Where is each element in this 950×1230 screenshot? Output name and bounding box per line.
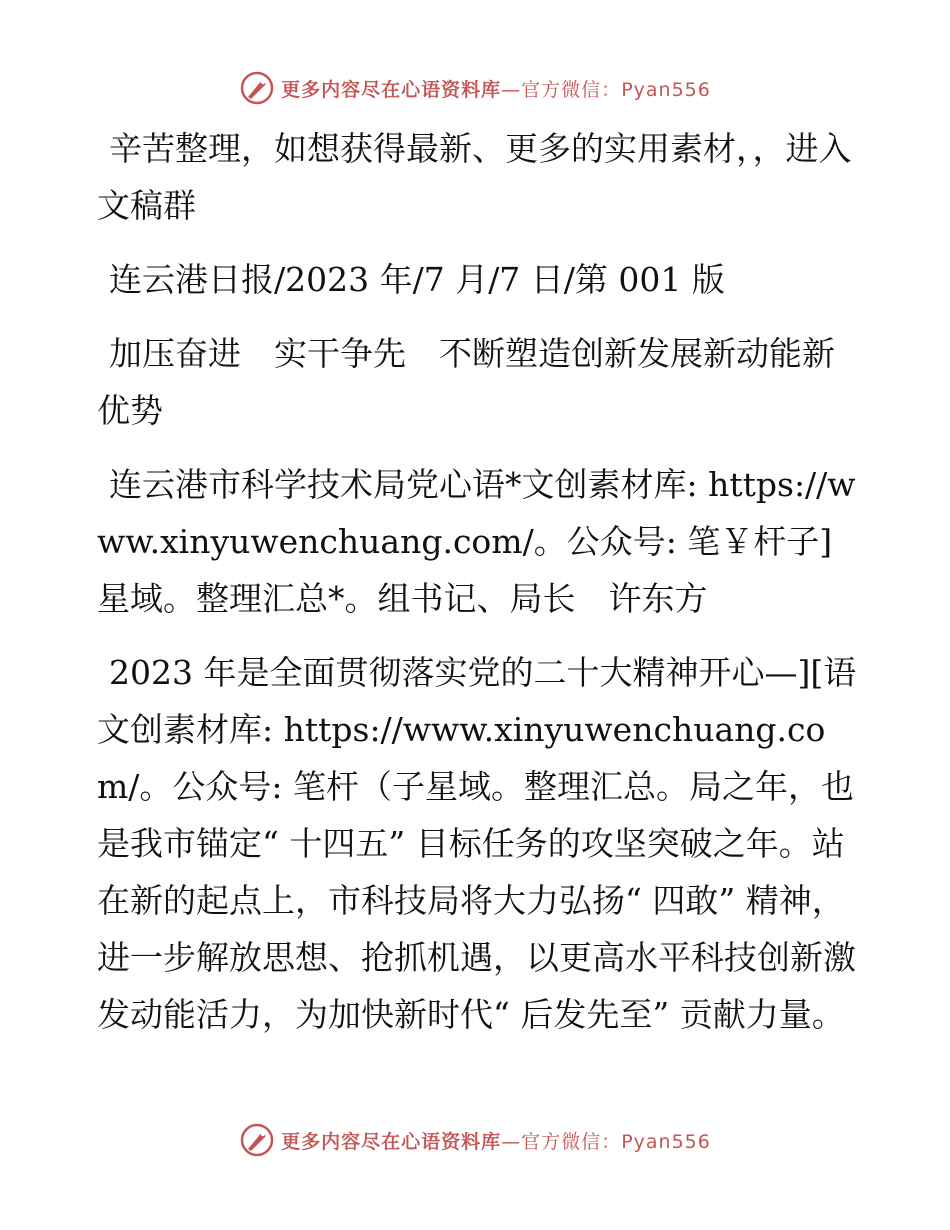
paragraph-headline: 加压奋进 实干争先 不断塑造创新发展新动能新优势	[97, 334, 835, 430]
pen-nib-logo-icon	[239, 1122, 275, 1158]
paragraph-source: 连云港日报/2023 年/7 月/7 日/第 001 版	[109, 260, 725, 299]
banner-label: 官方微信：	[521, 78, 622, 101]
paragraph-intro: 辛苦整理，如想获得最新、更多的实用素材，，进入文稿群	[97, 129, 852, 225]
document-body	[97, 120, 857, 1060]
banner-text	[281, 75, 711, 102]
pen-nib-logo-icon	[239, 70, 275, 106]
banner-wechat-id: Pyan556	[621, 1130, 711, 1153]
footer-banner	[0, 1120, 950, 1160]
paragraph-body: 2023 年是全面贯彻落实党的二十大精神开心—][语文创素材库: https://www.xinyuwenchuang.com/。公众号: 笔杆（子星域。整理汇总。局之年，也是我市锚定“ 十四五” 目标任务的攻坚突破之年。站在新的起点上，市科技局将大力弘扬“ 四敢” 精神，进一步解放思想、抢抓机遇，以更高水平科技创新激发动能活力，为加快新时代“ 后发先至” 贡献力量。	[97, 653, 857, 1034]
banner-separator: —	[501, 1130, 522, 1153]
banner-text	[281, 1127, 711, 1154]
banner-separator: —	[501, 78, 522, 101]
banner-main-text: 更多内容尽在心语资料库	[281, 78, 502, 101]
banner-label: 官方微信：	[521, 1130, 622, 1153]
banner-main-text: 更多内容尽在心语资料库	[281, 1130, 502, 1153]
banner-wechat-id: Pyan556	[621, 78, 711, 101]
paragraph-author: 连云港市科学技术局党心语*文创素材库: https://www.xinyuwenchuang.com/。公众号: 笔￥杆子]星域。整理汇总*。组书记、局长 许东方	[97, 465, 856, 618]
header-banner	[0, 68, 950, 108]
